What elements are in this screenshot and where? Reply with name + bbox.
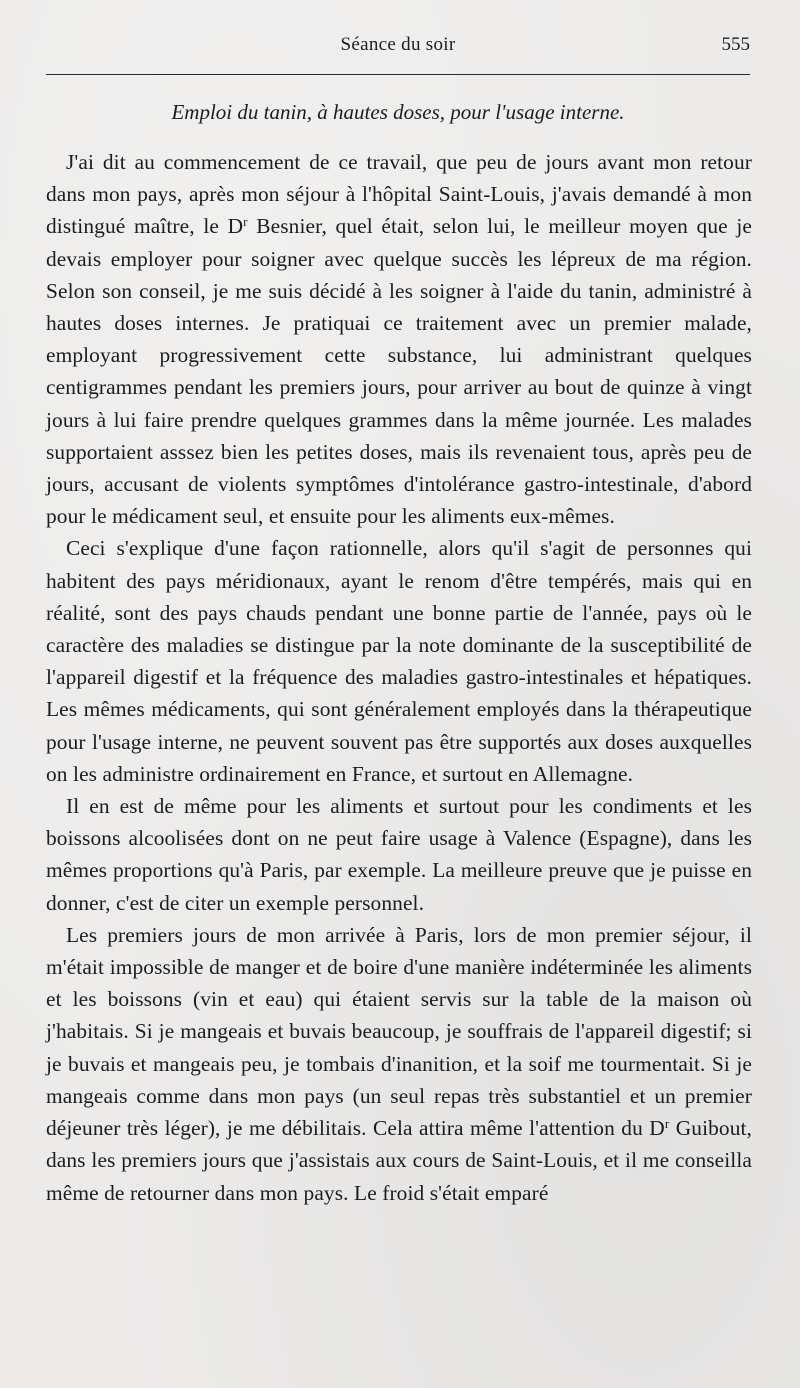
paragraph-4	[46, 919, 752, 1209]
paragraph-2-text: Ceci s'explique d'une façon rationnelle, alors qu'il s'agit de personnes qui habitent des pays méridionaux, ayant le renom d'être tempérés, mais qui en réalité, sont des pays chauds pendant une bonne partie de l'année, pays où le caractère des maladies se distingue par la note dominante de la susceptibilité de l'appareil digestif et la fréquence des maladies gastro-intestinales et hépatiques. Les mêmes médicaments, qui sont généralement employés dans la thérapeutique pour l'usage interne, ne peuvent souvent pas être supportés aux doses auxquelles on les administre ordinairement en France, et surtout en Allemagne.	[46, 536, 752, 786]
paragraph-4-text-2: Guibout, dans les premiers jours que j'assistais aux cours de Saint-Louis, et il me conseilla même de retourner dans mon pays. Le froid s'était emparé	[46, 1116, 752, 1205]
body-text	[46, 146, 752, 1209]
running-head	[46, 34, 750, 60]
doctor-abbreviation-superscript: r	[664, 1116, 670, 1132]
paragraph-1-text-1: J'ai dit au commencement de ce travail, que peu de jours avant mon retour dans mon pays, après mon séjour à l'hôpital Saint-Louis, j'avais demandé à mon distingué maître, le D	[46, 150, 752, 239]
header-rule	[46, 74, 750, 75]
paragraph-3	[46, 790, 752, 919]
paragraph-3-text: Il en est de même pour les aliments et surtout pour les condiments et les boissons alcoolisées dont on ne peut faire usage à Valence (Espagne), dans les mêmes proportions qu'à Paris, par exemple. La meilleure preuve que je puisse en donner, c'est de citer un exemple personnel.	[46, 794, 752, 915]
running-title: Séance du soir	[340, 34, 456, 55]
doctor-abbreviation-superscript: r	[243, 214, 248, 230]
paragraph-1	[46, 146, 752, 532]
paragraph-1-text-2: Besnier, quel était, selon lui, le meilleur moyen que je devais employer pour soigner avec quelque succès les lépreux de ma région. Selon son conseil, je me suis décidé à les soigner à l'aide du tanin, administré à hautes doses internes. Je pratiquai ce traitement avec un premier malade, employant progressivement cette substance, lui administrant quelques centigrammes pendant les premiers jours, pour arriver au bout de quinze à vingt jours à lui faire prendre quelques grammes dans la même journée. Les malades supportaient asssez bien les petites doses, mais ils revenaient tous, après peu de jours, accusant de violents symptômes d'intolérance gastro-intestinale, d'abord pour le médicament seul, et ensuite pour les aliments eux-mêmes.	[46, 214, 752, 529]
paragraph-4-text-1: Les premiers jours de mon arrivée à Paris, lors de mon premier séjour, il m'était impossible de manger et de boire d'une manière indéterminée les aliments et les boissons (vin et eau) qui étaient servis sur la table de la maison où j'habitais. Si je mangeais et buvais beaucoup, je souffrais de l'appareil digestif; si je buvais et mangeais peu, je tombais d'inanition, et la soif me tourmentait. Si je mangeais comme dans mon pays (un seul repas très substantiel et un premier déjeuner très léger), je me débilitais. Cela attira même l'attention du D	[46, 922, 752, 1141]
paragraph-2	[46, 532, 752, 790]
section-title: Emploi du tanin, à hautes doses, pour l'usage interne.	[171, 100, 625, 124]
page-number: 555	[721, 34, 750, 55]
